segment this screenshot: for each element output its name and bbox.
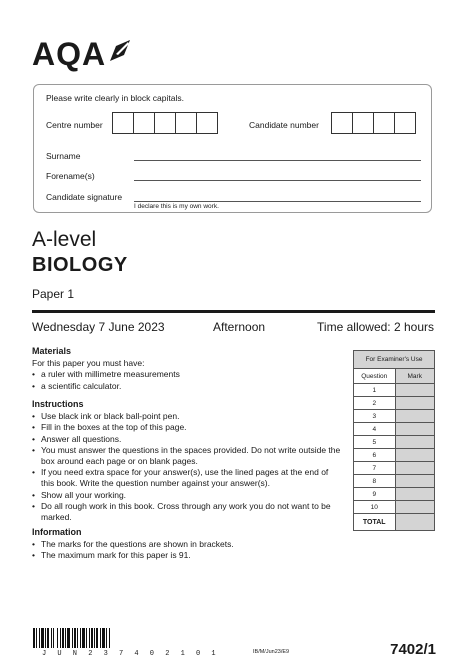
question-number: 9: [354, 488, 396, 501]
mark-cell: [395, 384, 435, 397]
materials-section: [32, 346, 342, 392]
qualification-level: A-level: [32, 228, 97, 251]
information-heading: Information: [32, 527, 82, 537]
instruction-item: • Answer all questions.: [32, 434, 342, 445]
examiners-use-table: [353, 350, 435, 531]
digit-box[interactable]: [394, 112, 416, 134]
total-mark-cell: [395, 514, 435, 531]
forenames-line[interactable]: [134, 180, 421, 181]
digit-box[interactable]: [133, 112, 155, 134]
title-rule: [32, 310, 435, 313]
digit-box[interactable]: [331, 112, 353, 134]
digit-box[interactable]: [175, 112, 197, 134]
surname-line[interactable]: [134, 160, 421, 161]
instruction-item: • You must answer the questions in the spaces provided. Do not write outside the box around each page or on blank pages.: [32, 445, 342, 467]
logo-text: AQA: [32, 36, 107, 72]
aqa-logo: [32, 38, 134, 70]
paper-code: 7402/1: [390, 641, 436, 658]
candidate-number-boxes[interactable]: [331, 112, 415, 134]
instruction-item: • If you need extra space for your answer(s), use the lined pages at the end of this book. Write the question number against your answer(s).: [32, 467, 342, 489]
materials-item: • a ruler with millimetre measurements: [32, 369, 342, 380]
digit-box[interactable]: [352, 112, 374, 134]
digit-box[interactable]: [112, 112, 134, 134]
paper-reference: IB/M/Jun23/E9: [253, 649, 290, 655]
time-allowed: Time allowed: 2 hours: [317, 320, 434, 334]
instruction-item: • Fill in the boxes at the top of this page.: [32, 422, 342, 433]
question-number: 6: [354, 449, 396, 462]
barcode: [33, 628, 161, 648]
digit-box[interactable]: [196, 112, 218, 134]
materials-item: • a scientific calculator.: [32, 381, 342, 392]
paper-number: Paper 1: [32, 287, 75, 301]
total-label: TOTAL: [354, 514, 396, 531]
mark-cell: [395, 423, 435, 436]
candidate-number-label: Candidate number: [249, 120, 319, 130]
question-number: 7: [354, 462, 396, 475]
instruction-item: • Show all your working.: [32, 490, 342, 501]
materials-heading: Materials: [32, 346, 72, 356]
forenames-label: Forename(s): [46, 171, 95, 181]
block-capitals-instruction: Please write clearly in block capitals.: [46, 93, 184, 103]
question-number: 3: [354, 410, 396, 423]
question-number: 10: [354, 501, 396, 514]
question-number: 5: [354, 436, 396, 449]
question-number: 1: [354, 384, 396, 397]
question-number: 2: [354, 397, 396, 410]
mark-cell: [395, 488, 435, 501]
signature-label: Candidate signature: [46, 192, 123, 202]
materials-intro: For this paper you must have:: [32, 358, 145, 369]
surname-label: Surname: [46, 151, 81, 161]
mark-cell: [395, 449, 435, 462]
information-section: [32, 527, 342, 562]
digit-box[interactable]: [154, 112, 176, 134]
mark-column-header: Mark: [395, 369, 435, 384]
barcode-number: J U N 2 3 7 4 0 2 1 0 1: [42, 650, 220, 658]
instruction-item: • Use black ink or black ball-point pen.: [32, 411, 342, 422]
candidate-details-box: [33, 84, 432, 213]
instruction-item: • Do all rough work in this book. Cross through any work you do not want to be marked.: [32, 501, 342, 523]
information-item: • The marks for the questions are shown in brackets.: [32, 539, 342, 550]
examiners-use-title: For Examiner's Use: [354, 351, 435, 369]
subject-title: BIOLOGY: [32, 254, 128, 276]
digit-box[interactable]: [373, 112, 395, 134]
mark-cell: [395, 410, 435, 423]
logo-mark-icon: [108, 38, 134, 62]
question-number: 4: [354, 423, 396, 436]
mark-cell: [395, 501, 435, 514]
centre-number-boxes[interactable]: [112, 112, 217, 134]
mark-cell: [395, 436, 435, 449]
information-item: • The maximum mark for this paper is 91.: [32, 550, 342, 561]
instructions-section: [32, 399, 342, 523]
mark-cell: [395, 397, 435, 410]
signature-line[interactable]: [134, 201, 421, 202]
mark-cell: [395, 475, 435, 488]
declaration-text: I declare this is my own work.: [134, 203, 219, 210]
exam-date: Wednesday 7 June 2023: [32, 320, 165, 334]
mark-cell: [395, 462, 435, 475]
instructions-heading: Instructions: [32, 399, 84, 409]
exam-session: Afternoon: [213, 320, 266, 334]
question-column-header: Question: [354, 369, 396, 384]
centre-number-label: Centre number: [46, 120, 103, 130]
question-number: 8: [354, 475, 396, 488]
